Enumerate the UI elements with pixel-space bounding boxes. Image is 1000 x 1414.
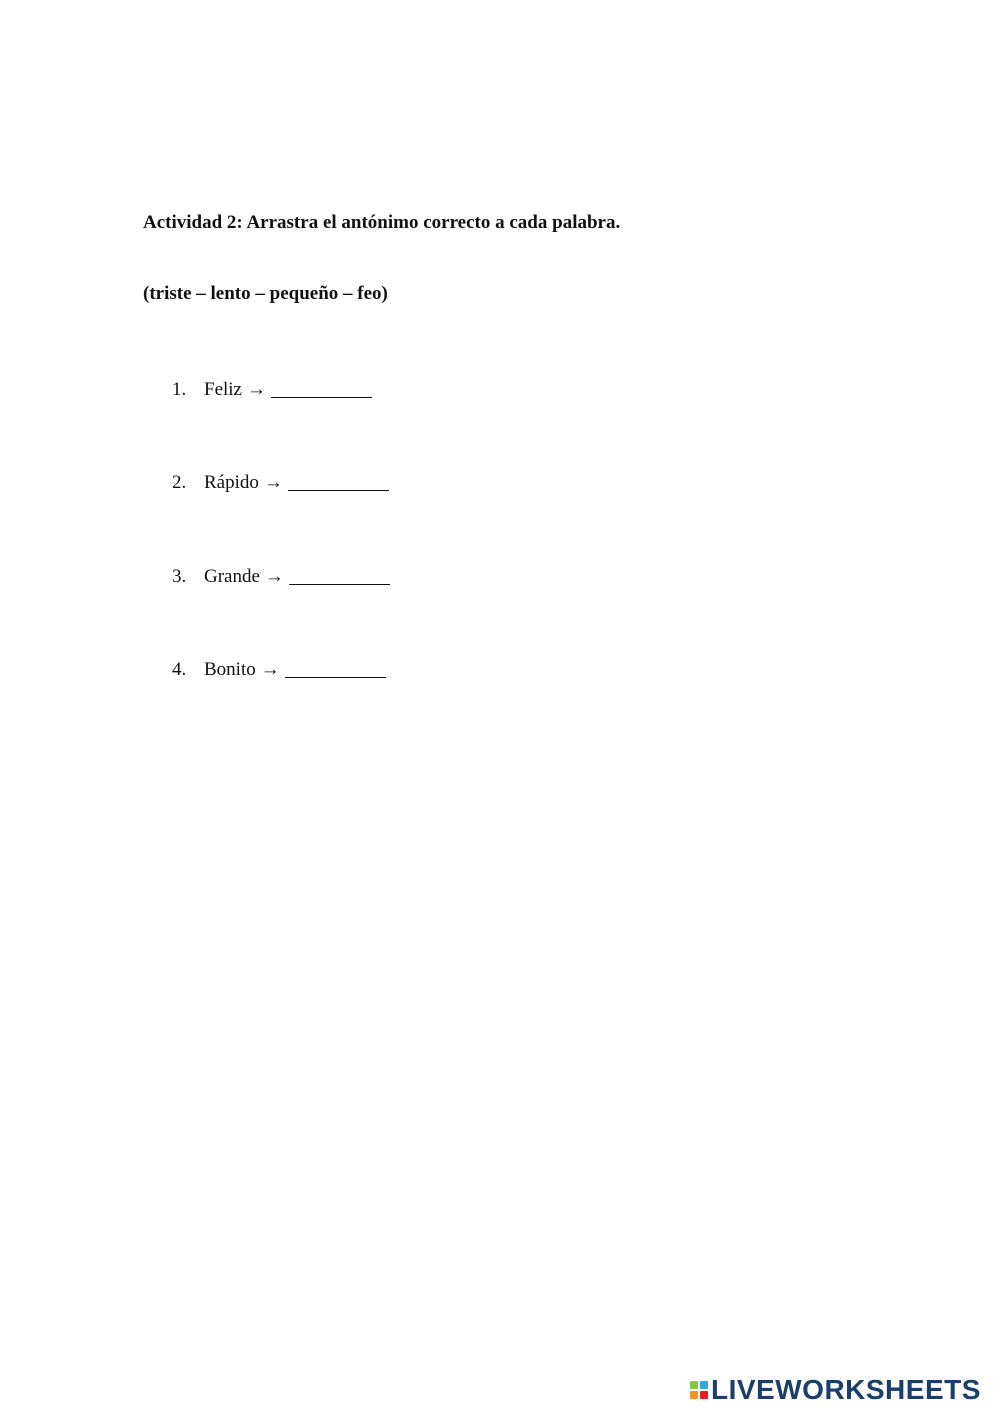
item-word: Rápido (204, 472, 259, 493)
item-number: 3. (172, 566, 187, 587)
logo-square (690, 1381, 698, 1389)
answer-drop-zone[interactable] (285, 659, 386, 678)
answer-drop-zone[interactable] (289, 566, 390, 585)
item-word: Grande (204, 566, 260, 587)
item-word: Bonito (204, 659, 256, 680)
arrow-icon: → (264, 566, 284, 587)
answer-drop-zone[interactable] (271, 379, 372, 398)
list-item (172, 656, 386, 681)
liveworksheets-logo-icon (690, 1381, 708, 1399)
logo-text: LIVEWORKSHEETS (711, 1374, 981, 1405)
list-item (172, 376, 372, 401)
activity-title: Actividad 2: Arrastra el antónimo correcto a cada palabra. (143, 212, 621, 233)
item-number: 1. (172, 379, 187, 400)
item-number: 2. (172, 472, 187, 493)
answer-drop-zone[interactable] (288, 472, 389, 491)
list-item (172, 563, 390, 588)
word-bank: (triste – lento – pequeño – feo) (143, 283, 388, 304)
logo-square (690, 1391, 698, 1399)
item-word: Feliz (204, 379, 242, 400)
arrow-icon: → (260, 659, 280, 680)
logo-square (700, 1391, 708, 1399)
liveworksheets-logo (690, 1376, 981, 1404)
arrow-icon: → (263, 472, 283, 493)
logo-square (700, 1381, 708, 1389)
arrow-icon: → (247, 379, 266, 400)
list-item (172, 469, 389, 494)
item-number: 4. (172, 659, 187, 680)
